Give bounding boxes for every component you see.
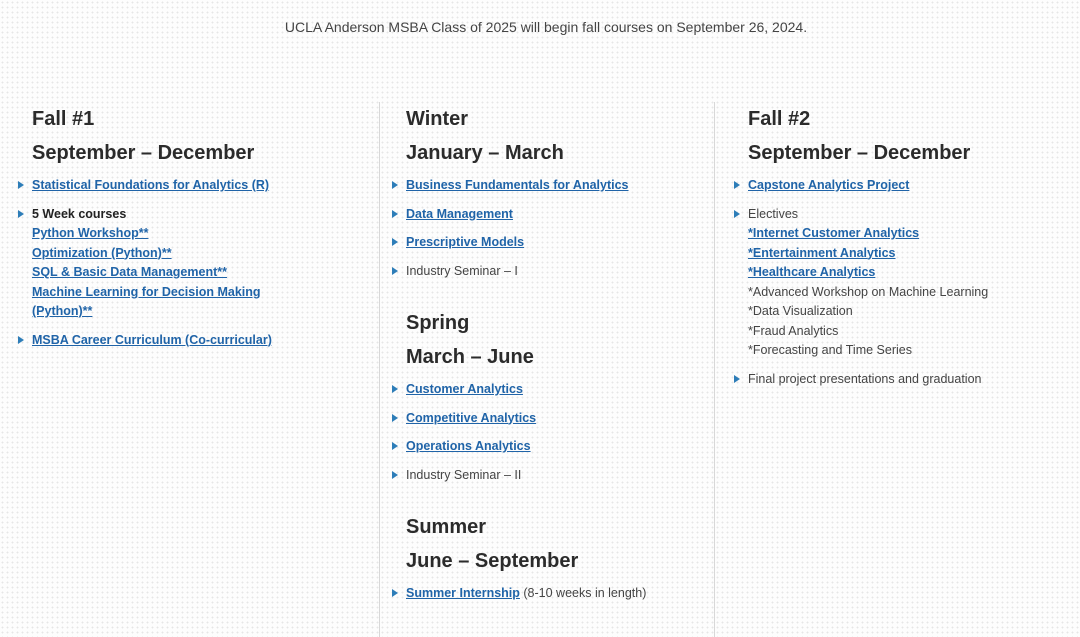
summer-title: Summer bbox=[406, 516, 487, 538]
fall1-column bbox=[18, 102, 358, 637]
list-item bbox=[734, 205, 1074, 361]
industry-seminar-2-text: Industry Seminar – II bbox=[406, 467, 522, 482]
winter-list bbox=[392, 176, 702, 281]
triangle-bullet-icon bbox=[392, 267, 398, 275]
triangle-bullet-icon bbox=[392, 385, 398, 393]
fall1-list bbox=[18, 176, 358, 350]
fall1-title: Fall #1 bbox=[32, 108, 95, 130]
final-presentations-text: Final project presentations and graduation bbox=[748, 371, 982, 386]
business-fundamentals-link[interactable]: Business Fundamentals for Analytics bbox=[406, 178, 629, 192]
winter-title: Winter bbox=[406, 108, 469, 130]
data-management-link[interactable]: Data Management bbox=[406, 206, 513, 221]
statistical-foundations-link[interactable]: Statistical Foundations for Analytics (R) bbox=[32, 178, 270, 192]
list-item bbox=[734, 370, 1074, 390]
fall2-dates: September – December bbox=[748, 142, 971, 164]
list-item bbox=[392, 233, 702, 253]
spring-list bbox=[392, 380, 702, 485]
machine-learning-link-cont[interactable]: (Python)** bbox=[32, 304, 93, 318]
list-item bbox=[392, 584, 702, 604]
fall2-title: Fall #2 bbox=[748, 108, 811, 130]
advanced-ml-workshop-text: *Advanced Workshop on Machine Learning bbox=[748, 284, 989, 299]
list-item bbox=[392, 466, 702, 486]
five-week-courses-label: 5 Week courses bbox=[32, 206, 127, 221]
competitive-analytics-link[interactable]: Competitive Analytics bbox=[406, 410, 537, 425]
forecasting-time-series-text: *Forecasting and Time Series bbox=[748, 343, 912, 357]
triangle-bullet-icon bbox=[734, 210, 740, 218]
entertainment-analytics-link[interactable]: *Entertainment Analytics bbox=[748, 245, 896, 260]
triangle-bullet-icon bbox=[392, 589, 398, 597]
fall2-column bbox=[714, 102, 1074, 637]
list-item bbox=[392, 409, 702, 429]
summer-list bbox=[392, 584, 702, 604]
machine-learning-link[interactable]: Machine Learning for Decision Making bbox=[32, 284, 261, 299]
triangle-bullet-icon bbox=[392, 210, 398, 218]
triangle-bullet-icon bbox=[18, 336, 24, 344]
spring-dates: March – June bbox=[406, 346, 534, 368]
capstone-project-link[interactable]: Capstone Analytics Project bbox=[748, 178, 910, 192]
python-workshop-link[interactable]: Python Workshop** bbox=[32, 226, 149, 240]
operations-analytics-link[interactable]: Operations Analytics bbox=[406, 439, 531, 453]
spring-title: Spring bbox=[406, 312, 470, 334]
data-visualization-text: *Data Visualization bbox=[748, 304, 853, 318]
list-item bbox=[392, 437, 702, 457]
winter-dates: January – March bbox=[406, 142, 564, 164]
summer-dates: June – September bbox=[406, 550, 579, 572]
intro-text: UCLA Anderson MSBA Class of 2025 will begin fall courses on September 26, 2024. bbox=[284, 19, 808, 35]
triangle-bullet-icon bbox=[734, 375, 740, 383]
prescriptive-models-link[interactable]: Prescriptive Models bbox=[406, 235, 525, 249]
triangle-bullet-icon bbox=[18, 210, 24, 218]
list-item bbox=[18, 176, 358, 196]
triangle-bullet-icon bbox=[18, 181, 24, 189]
fall1-dates: September – December bbox=[32, 142, 255, 164]
fall2-list bbox=[734, 176, 1074, 389]
list-item bbox=[392, 205, 702, 225]
list-item bbox=[18, 205, 358, 322]
healthcare-analytics-link[interactable]: *Healthcare Analytics bbox=[748, 265, 876, 279]
list-item bbox=[18, 331, 358, 351]
fraud-analytics-text: *Fraud Analytics bbox=[748, 323, 839, 338]
internet-customer-analytics-link[interactable]: *Internet Customer Analytics bbox=[748, 226, 920, 240]
list-item bbox=[392, 380, 702, 400]
triangle-bullet-icon bbox=[392, 238, 398, 246]
list-item bbox=[734, 176, 1074, 196]
sql-data-management-link[interactable]: SQL & Basic Data Management** bbox=[32, 265, 227, 279]
optimization-link[interactable]: Optimization (Python)** bbox=[32, 245, 172, 260]
career-curriculum-link[interactable]: MSBA Career Curriculum (Co-curricular) bbox=[32, 332, 272, 347]
list-item bbox=[392, 176, 702, 196]
triangle-bullet-icon bbox=[392, 414, 398, 422]
list-item bbox=[392, 262, 702, 282]
summer-internship-link[interactable]: Summer Internship bbox=[406, 586, 520, 600]
internship-length-note: (8-10 weeks in length) bbox=[519, 586, 647, 600]
customer-analytics-link[interactable]: Customer Analytics bbox=[406, 382, 523, 396]
electives-label: Electives bbox=[748, 206, 799, 221]
triangle-bullet-icon bbox=[734, 181, 740, 189]
triangle-bullet-icon bbox=[392, 471, 398, 479]
triangle-bullet-icon bbox=[392, 181, 398, 189]
winter-spring-summer-column bbox=[379, 102, 702, 637]
industry-seminar-1-text: Industry Seminar – I bbox=[406, 263, 518, 278]
triangle-bullet-icon bbox=[392, 442, 398, 450]
